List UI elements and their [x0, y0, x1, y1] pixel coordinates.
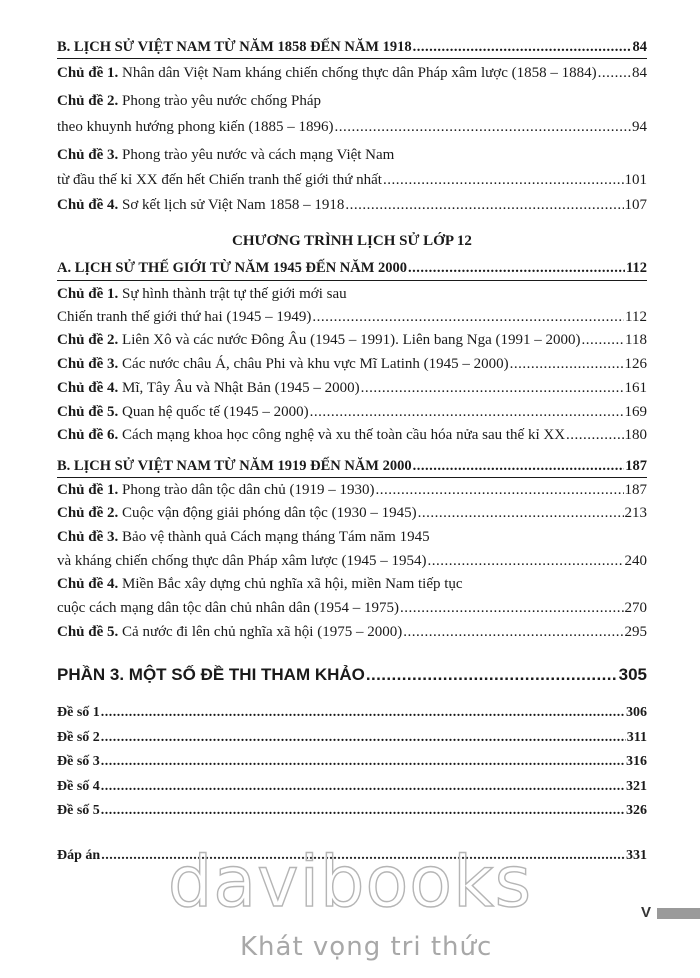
page-number: 161	[624, 380, 647, 396]
toc-topic-1858-4[interactable]	[57, 195, 647, 215]
part-title: PHẦN 3. MỘT SỐ ĐỀ THI THAM KHẢO	[57, 665, 365, 684]
topic-label: Chủ đề 4.	[57, 380, 119, 396]
leader-dots	[400, 598, 624, 618]
topic-label: Chủ đề 1.	[57, 65, 119, 81]
leader-dots	[334, 117, 631, 137]
section-underline	[57, 58, 647, 59]
topic-text: Các nước châu Á, châu Phi và khu vực Mĩ Latinh (1945 – 2000)	[122, 356, 509, 372]
toc-topic-b5[interactable]	[57, 622, 647, 642]
toc-topic-1858-3[interactable]	[57, 170, 647, 190]
topic-text-cont: cuộc cách mạng dân tộc dân chủ nhân dân (1954 – 1975)	[57, 600, 399, 616]
section-underline	[57, 477, 647, 478]
section-title: A. LỊCH SỬ THẾ GIỚI TỪ NĂM 1945 ĐẾN NĂM 2000	[57, 260, 408, 276]
topic-text: Nhân dân Việt Nam kháng chiến chống thực dân Pháp xâm lược (1858 – 1884)	[122, 65, 597, 81]
toc-topic-a3[interactable]	[57, 354, 647, 374]
topic-label: Chủ đề 2.	[57, 505, 119, 521]
section-title: B. LỊCH SỬ VIỆT NAM TỪ NĂM 1858 ĐẾN NĂM 1918	[57, 39, 412, 55]
leader-dots	[101, 752, 625, 772]
toc-exam-2[interactable]	[57, 728, 647, 748]
leader-dots	[366, 664, 618, 686]
toc-topic-b4-line1[interactable]	[57, 574, 647, 594]
leader-dots	[510, 354, 624, 374]
page-number: 326	[626, 803, 647, 818]
answers-label: Đáp án	[57, 848, 101, 863]
page-number: 187	[624, 482, 647, 498]
toc-topic-b2[interactable]	[57, 503, 647, 523]
page-number: 331	[626, 848, 647, 863]
topic-label: Chủ đề 1.	[57, 286, 119, 302]
toc-topic-b3[interactable]	[57, 551, 647, 571]
topic-text: Quan hệ quốc tế (1945 – 2000)	[122, 404, 309, 420]
exam-label: Đề số 2	[57, 730, 100, 745]
leader-dots	[101, 703, 625, 723]
leader-dots	[375, 480, 623, 500]
page-number: 180	[624, 427, 647, 443]
toc-topic-a4[interactable]	[57, 378, 647, 398]
toc-exam-3[interactable]	[57, 752, 647, 772]
topic-text: Sơ kết lịch sử Việt Nam 1858 – 1918	[122, 197, 345, 213]
page-number: 321	[626, 779, 647, 794]
leader-dots	[312, 307, 624, 327]
page-number: 84	[632, 39, 647, 55]
exam-label: Đề số 4	[57, 779, 100, 794]
toc-topic-1858-3-line1[interactable]	[57, 145, 647, 165]
toc-section-a-1945[interactable]	[57, 258, 647, 278]
toc-part-3[interactable]	[57, 664, 647, 686]
page-number: 126	[624, 356, 647, 372]
page-number: 305	[618, 665, 647, 684]
topic-text: Cả nước đi lên chủ nghĩa xã hội (1975 – 2000)	[122, 624, 403, 640]
page-number: 311	[626, 730, 647, 745]
topic-label: Chủ đề 4.	[57, 197, 119, 213]
toc-topic-a1[interactable]	[57, 307, 647, 327]
toc-exam-1[interactable]	[57, 703, 647, 723]
toc-exam-4[interactable]	[57, 777, 647, 797]
watermark-tagline: Khát vọng tri thức	[240, 932, 493, 962]
leader-dots	[101, 728, 626, 748]
topic-label: Chủ đề 3.	[57, 529, 119, 545]
leader-dots	[361, 378, 624, 398]
topic-label: Chủ đề 5.	[57, 624, 119, 640]
page-number: 295	[624, 624, 647, 640]
leader-dots	[408, 258, 625, 278]
toc-topic-b4[interactable]	[57, 598, 647, 618]
toc-topic-a6[interactable]	[57, 425, 647, 445]
topic-text: Cuộc vận động giải phóng dân tộc (1930 – 1945)	[122, 505, 417, 521]
page-number: 94	[632, 119, 647, 135]
leader-dots	[566, 425, 623, 445]
toc-section-b-1919[interactable]	[57, 456, 647, 476]
topic-text: Phong trào yêu nước và cách mạng Việt Nam	[122, 147, 395, 163]
leader-dots	[403, 622, 623, 642]
page-number: 187	[625, 458, 647, 474]
topic-label: Chủ đề 4.	[57, 576, 119, 592]
page-edge-bar	[657, 908, 700, 919]
topic-text-cont: Chiến tranh thế giới thứ hai (1945 – 1949)	[57, 309, 312, 325]
toc-exam-5[interactable]	[57, 801, 647, 821]
topic-text: Phong trào dân tộc dân chủ (1919 – 1930)	[122, 482, 375, 498]
page-number: 101	[624, 172, 647, 188]
chapter-heading: CHƯƠNG TRÌNH LỊCH SỬ LỚP 12	[232, 233, 472, 249]
section-underline	[57, 280, 647, 281]
page-number: 270	[624, 600, 647, 616]
toc-topic-a2[interactable]	[57, 330, 647, 350]
page-number: 112	[625, 309, 647, 325]
topic-text: Liên Xô và các nước Đông Âu (1945 – 1991). Liên bang Nga (1991 – 2000)	[122, 332, 581, 348]
leader-dots	[418, 503, 624, 523]
topic-text-cont: từ đầu thế kỉ XX đến hết Chiến tranh thế giới thứ nhất	[57, 172, 382, 188]
page-number: 316	[626, 754, 647, 769]
leader-dots	[345, 195, 623, 215]
topic-label: Chủ đề 2.	[57, 93, 119, 109]
leader-dots	[598, 63, 631, 83]
toc-topic-b3-line1[interactable]	[57, 527, 647, 547]
page-number: 306	[626, 705, 647, 720]
page-marker: V	[641, 904, 652, 921]
leader-dots	[101, 801, 625, 821]
topic-text: Bảo vệ thành quả Cách mạng tháng Tám năm 1945	[122, 529, 430, 545]
toc-topic-1858-1[interactable]	[57, 63, 647, 83]
page-number: 118	[625, 332, 647, 348]
page-number: 169	[624, 404, 647, 420]
toc-topic-b1[interactable]	[57, 480, 647, 500]
toc-section-b-1858[interactable]	[57, 37, 647, 57]
topic-text: Mĩ, Tây Âu và Nhật Bản (1945 – 2000)	[122, 380, 360, 396]
section-title: B. LỊCH SỬ VIỆT NAM TỪ NĂM 1919 ĐẾN NĂM 2000	[57, 458, 412, 474]
topic-label: Chủ đề 3.	[57, 356, 119, 372]
topic-text: Sự hình thành trật tự thế giới mới sau	[122, 286, 347, 302]
toc-topic-1858-2-line1[interactable]	[57, 91, 647, 111]
page-number: 112	[626, 260, 647, 276]
exam-label: Đề số 1	[57, 705, 100, 720]
page-number: 213	[624, 505, 647, 521]
topic-text-cont: và kháng chiến chống thực dân Pháp xâm lược (1945 – 1954)	[57, 553, 427, 569]
topic-text: Miền Bắc xây dựng chủ nghĩa xã hội, miền Nam tiếp tục	[122, 576, 463, 592]
leader-dots	[581, 330, 624, 350]
page-number: 107	[624, 197, 647, 213]
page-number: 84	[632, 65, 647, 81]
topic-label: Chủ đề 3.	[57, 147, 119, 163]
leader-dots	[428, 551, 624, 571]
leader-dots	[383, 170, 624, 190]
watermark-logo: davibooks	[167, 841, 533, 923]
toc-topic-a1-line1[interactable]	[57, 284, 647, 304]
leader-dots	[413, 37, 632, 57]
topic-label: Chủ đề 5.	[57, 404, 119, 420]
leader-dots	[310, 402, 624, 422]
topic-text: Phong trào yêu nước chống Pháp	[122, 93, 321, 109]
leader-dots	[101, 777, 625, 797]
leader-dots	[413, 456, 625, 476]
exam-label: Đề số 3	[57, 754, 100, 769]
toc-topic-a5[interactable]	[57, 402, 647, 422]
topic-text: Cách mạng khoa học công nghệ và xu thế toàn cầu hóa nửa sau thế kỉ XX	[122, 427, 566, 443]
topic-text-cont: theo khuynh hướng phong kiến (1885 – 1896)	[57, 119, 334, 135]
topic-label: Chủ đề 1.	[57, 482, 119, 498]
toc-topic-1858-2[interactable]	[57, 117, 647, 137]
topic-label: Chủ đề 6.	[57, 427, 119, 443]
topic-label: Chủ đề 2.	[57, 332, 119, 348]
exam-label: Đề số 5	[57, 803, 100, 818]
page-number: 240	[624, 553, 647, 569]
